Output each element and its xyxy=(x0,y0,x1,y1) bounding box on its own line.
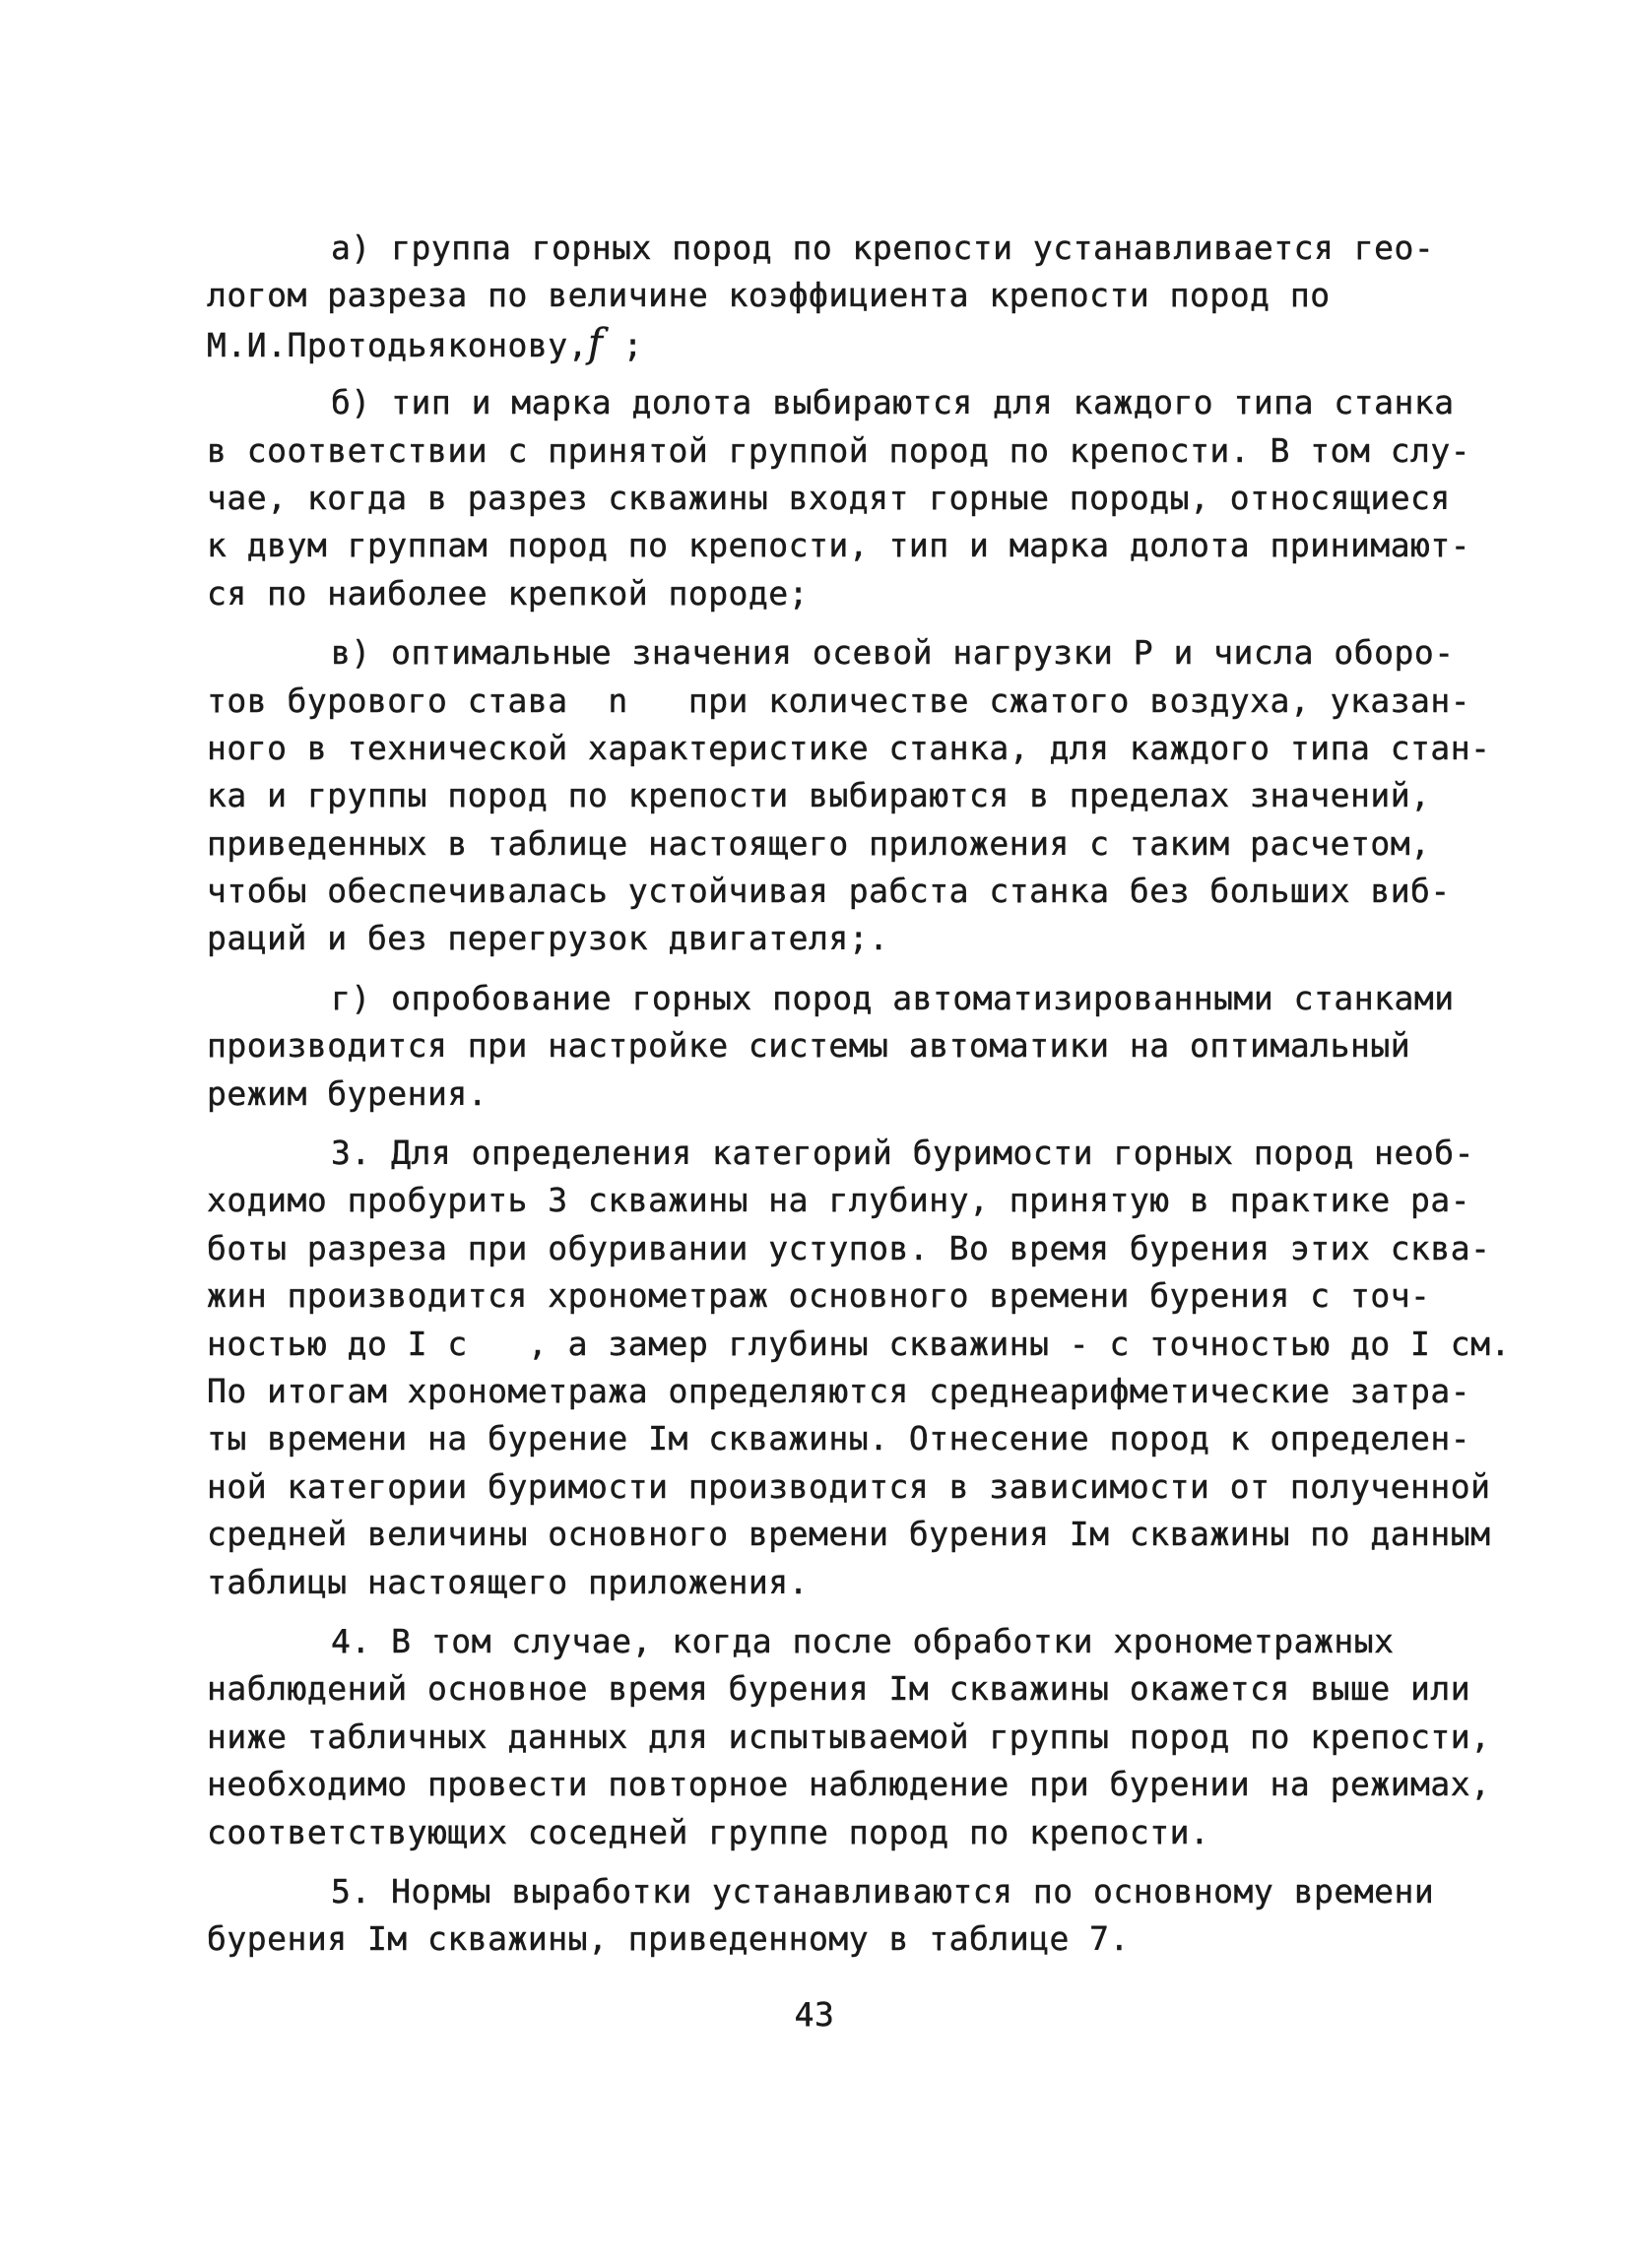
strength-coefficient-symbol: f xyxy=(588,320,604,366)
text-line: 3. Для определения категорий буримости горных пород необ- xyxy=(331,1134,1474,1173)
text-line: ного в технической характеристике станка, для каждого типа стан- xyxy=(207,728,1491,767)
text-line: логом разреза по величине коэффициента крепости пород по xyxy=(207,276,1331,315)
text-line: ся по наиболее крепкой породе; xyxy=(207,573,810,613)
paragraph-g xyxy=(207,975,1455,1118)
text-line: ты времени на бурение Iм скважины. Отнесение пород к определен- xyxy=(207,1419,1471,1458)
text-line: наблюдений основное время бурения Iм скважины окажется выше или xyxy=(207,1669,1471,1709)
text-line: ка и группы пород по крепости выбираются в пределах значений, xyxy=(207,776,1431,815)
paragraph-v xyxy=(207,629,1491,963)
text-line: ностью до I с , а замер глубины скважины - с точностью до I см. xyxy=(207,1324,1511,1363)
text-line: 4. В том случае, когда после обработки хронометражных xyxy=(331,1621,1395,1660)
text-line: режим бурения. xyxy=(207,1073,489,1113)
page-number: 43 xyxy=(794,1995,835,2034)
text-line: ходимо пробурить 3 скважины на глубину, принятую в практике ра- xyxy=(207,1181,1471,1220)
paragraph-4 xyxy=(207,1618,1491,1856)
document-body xyxy=(207,225,1511,1976)
text-line: ниже табличных данных для испытываемой группы пород по крепости, xyxy=(207,1717,1491,1756)
text-line: раций и без перегрузок двигателя;. xyxy=(207,919,889,958)
text-line: чае, когда в разрез скважины входят горные породы, относящиеся xyxy=(207,478,1451,517)
text-line: ной категории буримости производится в зависимости от полученной xyxy=(207,1466,1491,1506)
text-line: чтобы обеспечивалась устойчивая рабста станка без больших виб- xyxy=(207,872,1451,911)
text-line: в соответствии с принятой группой пород по крепости. В том слу- xyxy=(207,430,1471,470)
paragraph-3 xyxy=(207,1130,1511,1606)
text-line: тов бурового става n при количестве сжатого воздуха, указан- xyxy=(207,680,1471,720)
text-line xyxy=(207,320,1428,367)
text-line: г) опробование горных пород автоматизированными станками xyxy=(331,978,1455,1017)
text-line: к двум группам пород по крепости, тип и марка долота принимают- xyxy=(207,526,1471,565)
text-line: боты разреза при обуривании уступов. Во время бурения этих сква- xyxy=(207,1228,1491,1267)
author-name: М.И.Протодьяконову, xyxy=(207,325,588,364)
text-line: средней величины основного времени бурения Iм скважины по данным xyxy=(207,1515,1491,1554)
text-line: 5. Нормы выработки устанавливаются по основному времени xyxy=(331,1871,1435,1911)
text-line: приведенных в таблице настоящего приложения с таким расчетом, xyxy=(207,823,1431,863)
text-line: производится при настройке системы автоматики на оптимальный xyxy=(207,1026,1411,1066)
text-line: необходимо провести повторное наблюдение при бурении на режимах, xyxy=(207,1765,1491,1804)
text-line: б) тип и марка долота выбираются для каждого типа станка xyxy=(331,383,1455,422)
text-line: в) оптимальные значения осевой нагрузки Р и числа оборо- xyxy=(331,633,1455,673)
text-line: соответствующих соседней группе пород по крепости. xyxy=(207,1812,1210,1851)
text-line: По итогам хронометража определяются среднеарифметические затра- xyxy=(207,1371,1471,1410)
paragraph-b xyxy=(207,379,1471,617)
text-line: таблицы настоящего приложения. xyxy=(207,1562,810,1601)
text-line: бурения Iм скважины, приведенному в таблице 7. xyxy=(207,1919,1130,1959)
paragraph-a xyxy=(207,225,1435,367)
text-line: а) группа горных пород по крепости устанавливается гео- xyxy=(331,228,1435,267)
paragraph-5 xyxy=(207,1868,1435,1964)
text-line: жин производится хронометраж основного времени бурения с точ- xyxy=(207,1276,1431,1316)
line-ending: ; xyxy=(603,325,644,364)
